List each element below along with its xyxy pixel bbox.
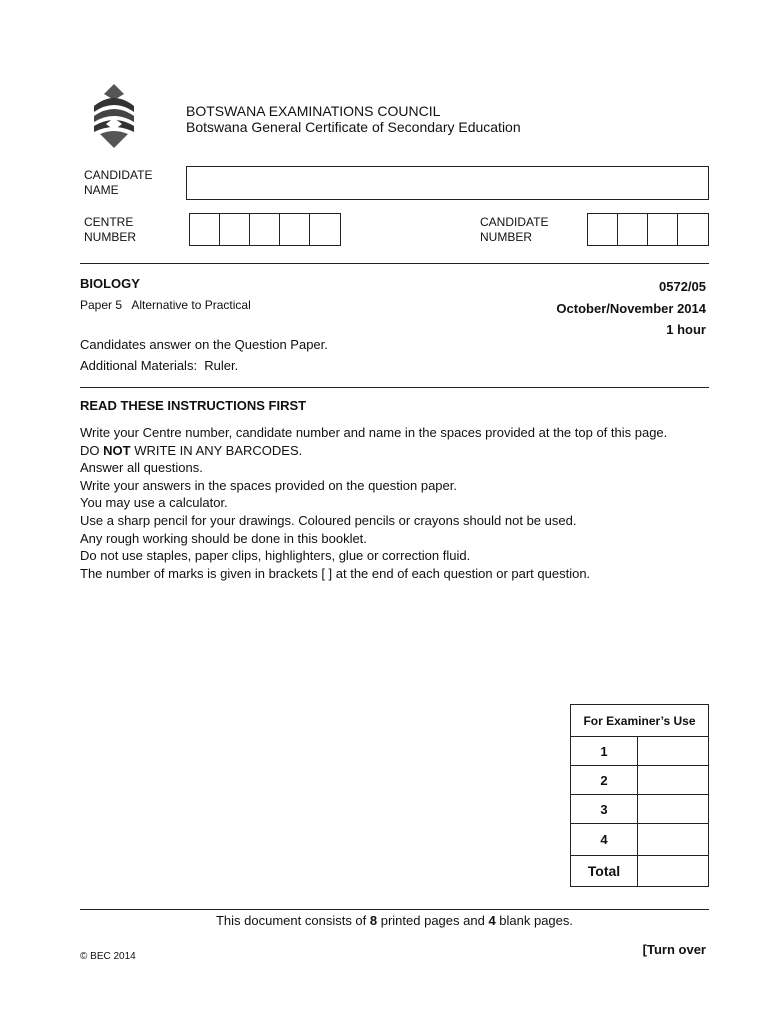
mark-cell[interactable] (638, 795, 709, 824)
candidate-number-digit[interactable] (677, 213, 709, 246)
mark-cell[interactable] (638, 766, 709, 795)
centre-number-label: CENTRE NUMBER (84, 215, 137, 244)
instruction-line: Answer all questions. (80, 460, 203, 476)
total-label: Total (571, 856, 638, 887)
instruction-line: Any rough working should be done in this booklet. (80, 530, 367, 546)
candidate-number-digit[interactable] (617, 213, 648, 246)
candidate-number-boxes (587, 213, 709, 246)
examiner-use-title: For Examiner’s Use (571, 705, 709, 737)
candidate-number-digit[interactable] (647, 213, 678, 246)
divider (80, 909, 709, 910)
copyright: © BEC 2014 (80, 951, 136, 962)
candidate-name-field[interactable] (186, 166, 709, 200)
question-number: 1 (571, 737, 638, 766)
centre-number-digit[interactable] (189, 213, 220, 246)
certificate-name: Botswana General Certificate of Secondary Education (186, 119, 521, 135)
centre-number-digit[interactable] (219, 213, 250, 246)
mark-cell[interactable] (638, 824, 709, 856)
instruction-line: Do not use staples, paper clips, highlighters, glue or correction fluid. (80, 548, 471, 564)
instructions-list (80, 424, 667, 582)
candidate-number-label: CANDIDATE NUMBER (480, 215, 549, 244)
instruction-line: Write your answers in the spaces provided on the question paper. (80, 477, 457, 493)
centre-number-digit[interactable] (279, 213, 310, 246)
divider (80, 387, 709, 388)
bec-logo-icon (90, 84, 138, 150)
additional-materials: Additional Materials: Ruler. (80, 358, 239, 373)
centre-number-boxes (189, 213, 341, 246)
paper-line: Paper 5 Alternative to Practical (80, 298, 251, 312)
subject-title: BIOLOGY (80, 276, 140, 291)
instruction-line: Use a sharp pencil for your drawings. Coloured pencils or crayons should not be used. (80, 512, 577, 528)
candidate-number-digit[interactable] (587, 213, 618, 246)
question-number: 3 (571, 795, 638, 824)
total-cell[interactable] (638, 856, 709, 887)
page-count-note: This document consists of 8 printed pages and 4 blank pages. (215, 913, 574, 928)
mark-cell[interactable] (638, 737, 709, 766)
question-number: 2 (571, 766, 638, 795)
centre-number-digit[interactable] (309, 213, 341, 246)
turn-over: [Turn over (642, 942, 706, 957)
instructions-heading: READ THESE INSTRUCTIONS FIRST (80, 398, 307, 413)
centre-number-digit[interactable] (249, 213, 280, 246)
question-number: 4 (571, 824, 638, 856)
instruction-line: DO NOT WRITE IN ANY BARCODES. (80, 442, 303, 458)
instruction-line: You may use a calculator. (80, 495, 228, 511)
candidate-name-label: CANDIDATE NAME (84, 168, 153, 197)
council-name: BOTSWANA EXAMINATIONS COUNCIL (186, 103, 441, 119)
examiner-use-table (570, 704, 709, 887)
divider (80, 263, 709, 264)
instruction-line: Write your Centre number, candidate number and name in the spaces provided at the top of this page. (80, 425, 668, 440)
instruction-line: The number of marks is given in brackets [ ] at the end of each question or part question. (80, 565, 591, 581)
paper-code: 0572/05 (659, 279, 706, 294)
exam-session: October/November 2014 (556, 301, 706, 316)
answer-note: Candidates answer on the Question Paper. (80, 337, 328, 352)
exam-duration: 1 hour (666, 322, 706, 337)
